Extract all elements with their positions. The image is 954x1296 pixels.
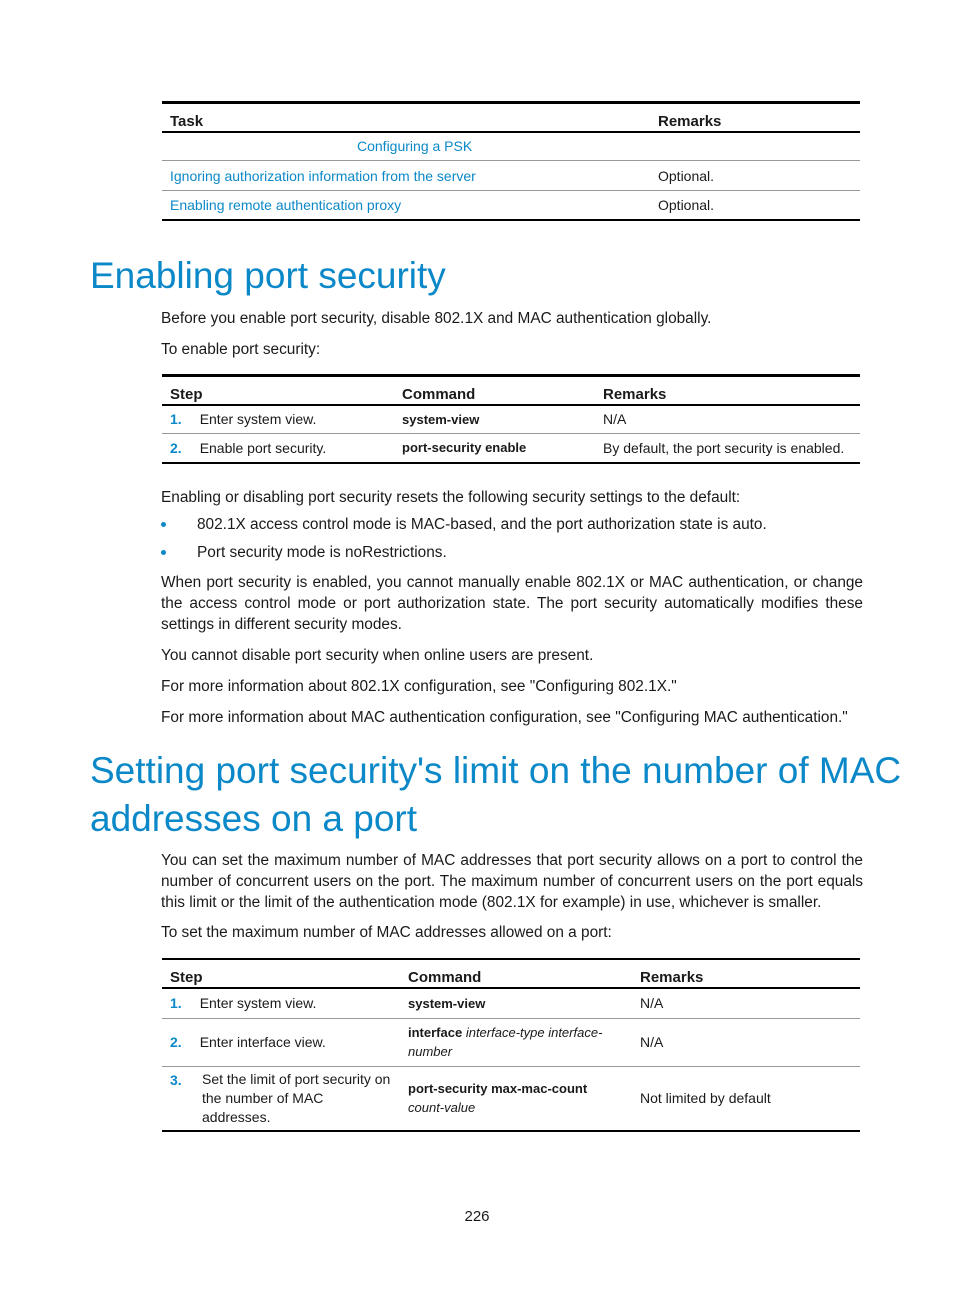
remarks-cell: N/A bbox=[640, 995, 664, 1012]
bullet-icon bbox=[161, 550, 166, 555]
task-link-psk[interactable]: Configuring a PSK bbox=[357, 138, 473, 155]
steps-table-enable bbox=[162, 374, 860, 464]
command-cell: port-security max-mac-count count-value bbox=[408, 1081, 588, 1116]
task-remarks: Optional. bbox=[658, 196, 715, 213]
task-link-remote-proxy[interactable]: Enabling remote authentication proxy bbox=[170, 196, 402, 213]
section-heading-mac-limit-line1: Setting port security's limit on the number of MAC bbox=[90, 750, 902, 791]
section1-para4: For more information about MAC authentication configuration, see "Configuring MAC authentication." bbox=[161, 709, 848, 726]
section-heading-enabling-port-security: Enabling port security bbox=[90, 255, 446, 296]
task-table bbox=[162, 101, 860, 221]
section2-intro: You can set the maximum number of MAC addresses that port security allows on a port to control the number of concurrent users on the port. The maximum number of concurrent users on the port equals this limit or the limit of the authentication mode (802.1X for example) in use, whichever is smaller. bbox=[161, 852, 863, 911]
command-cell: port-security enable bbox=[402, 440, 527, 456]
remarks-header: Remarks bbox=[658, 112, 722, 130]
remarks-header: Remarks bbox=[640, 969, 704, 986]
section1-para3: For more information about 802.1X configuration, see "Configuring 802.1X." bbox=[161, 678, 677, 695]
command-cell: interface interface-type interface-number bbox=[408, 1025, 603, 1059]
step-cell: 1. Enter system view. bbox=[170, 995, 317, 1012]
section2-lead: To set the maximum number of MAC addresses allowed on a port: bbox=[161, 924, 612, 941]
steps-table-mac-limit bbox=[162, 958, 860, 1132]
section-heading-mac-limit-line2: addresses on a port bbox=[90, 798, 418, 839]
step-header: Step bbox=[170, 969, 203, 986]
step-header: Step bbox=[170, 385, 203, 403]
page-number: 226 bbox=[464, 1208, 490, 1225]
task-remarks: Optional. bbox=[658, 167, 715, 184]
task-header: Task bbox=[170, 112, 204, 130]
remarks-header: Remarks bbox=[603, 385, 667, 403]
section1-intro: Before you enable port security, disable 802.1X and MAC authentication globally. bbox=[161, 310, 712, 327]
step-cell: 2. Enable port security. bbox=[170, 439, 327, 456]
command-header: Command bbox=[408, 969, 482, 986]
remarks-cell: N/A bbox=[640, 1034, 664, 1050]
task-remarks bbox=[650, 132, 860, 161]
command-cell: system-view bbox=[402, 411, 480, 427]
command-header: Command bbox=[402, 385, 476, 403]
step-cell: 2. Enter interface view. bbox=[170, 1034, 326, 1050]
remarks-cell: N/A bbox=[603, 411, 627, 428]
remarks-cell: Not limited by default bbox=[640, 1090, 771, 1107]
section1-para1: When port security is enabled, you cannot manually enable 802.1X or MAC authentication, or change the access control mode or port authorization state. The port security automatically modifies these settings in different security modes. bbox=[161, 574, 863, 633]
section1-lead: To enable port security: bbox=[161, 341, 321, 358]
step-cell: 3. Set the limit of port security on the number of MAC addresses. bbox=[170, 1070, 391, 1125]
step-cell: 1. Enter system view. bbox=[170, 411, 317, 428]
command-cell: system-view bbox=[408, 995, 486, 1011]
bullet-icon bbox=[161, 522, 166, 527]
section1-after-table: Enabling or disabling port security resets the following security settings to the default: bbox=[161, 489, 741, 506]
task-link-ignore-auth[interactable]: Ignoring authorization information from the server bbox=[170, 167, 476, 184]
remarks-cell: By default, the port security is enabled. bbox=[603, 439, 845, 456]
section1-para2: You cannot disable port security when online users are present. bbox=[161, 647, 594, 664]
